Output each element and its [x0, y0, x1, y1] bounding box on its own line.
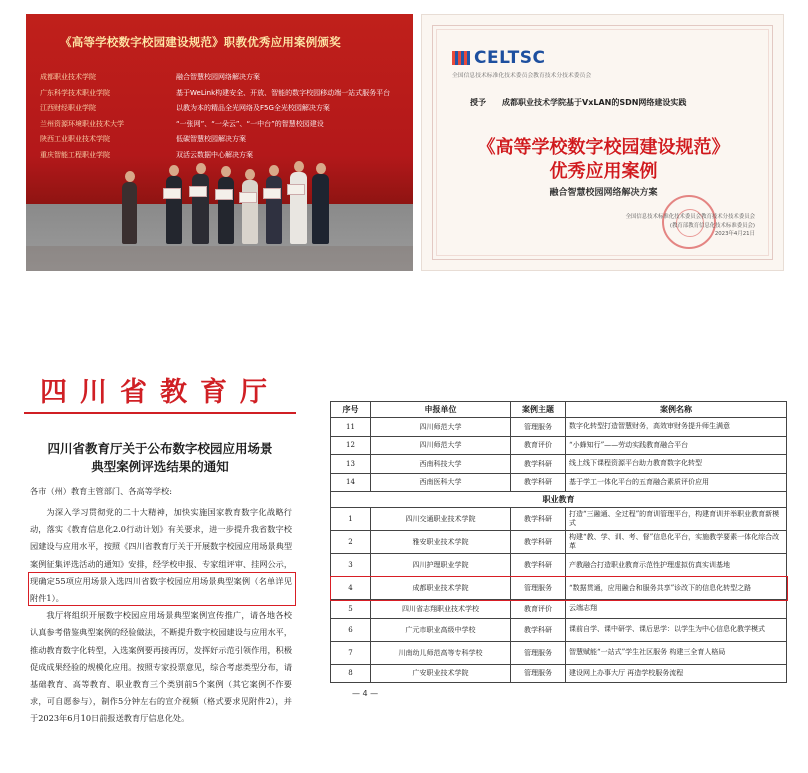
section-row — [331, 492, 787, 508]
row-no: 7 — [331, 641, 371, 664]
row-unit: 雅安职业技术学院 — [371, 531, 511, 554]
table-row — [331, 418, 787, 437]
col-header-no: 序号 — [331, 402, 371, 418]
section-label: 职业教育 — [331, 492, 787, 508]
award-ceremony-photo — [26, 14, 413, 271]
row-no: 4 — [331, 577, 371, 600]
row-topic: 教学科研 — [511, 531, 566, 554]
table-row — [331, 508, 787, 531]
row-no: 14 — [331, 473, 371, 492]
case-list-table — [330, 401, 786, 698]
row-topic: 教学科研 — [511, 508, 566, 531]
certificate-award-line — [470, 97, 686, 108]
row-name: 建设网上办事大厅 再造学校服务流程 — [566, 664, 787, 683]
winner-item: 广东科学技术职业学院 — [40, 88, 110, 97]
row-topic: 管理服务 — [511, 577, 566, 600]
col-header-topic: 案例主题 — [511, 402, 566, 418]
row-name: 构建“教、学、训、考、督”信息化平台，实施教学要素一体化综合改革 — [566, 531, 787, 554]
row-unit: 四川省志翔职业技术学校 — [371, 600, 511, 619]
row-topic: 教学科研 — [511, 473, 566, 492]
awardee-figure — [312, 174, 329, 244]
row-unit: 成都职业技术学院 — [371, 577, 511, 600]
award-certificate — [421, 14, 784, 271]
notice-paragraph: 为深入学习贯彻党的二十大精神，加快实施国家教育数字化战略行动，落实《教育信息化2.0行动计划》有关要求，进一步提升我省数字校园建设与应用水平，按照《四川省教育厅关于开展数字校园应用场景典型案例征集评选活动的通知》安排，经学校申报、专家组评审、挂网公示，现确定55项应用场景入选四川省数字校园应用场景典型案例（名单详见附件1）。 — [30, 507, 293, 604]
row-topic: 教学科研 — [511, 554, 566, 577]
col-header-name: 案例名称 — [566, 402, 787, 418]
row-name: 基于学工一体化平台的五育融合素质评价应用 — [566, 473, 787, 492]
table-row — [331, 531, 787, 554]
ceremony-banner-title: 《高等学校数字校园建设规范》职教优秀应用案例颁奖 — [60, 35, 341, 49]
row-name: 云端志翔 — [566, 600, 787, 619]
awardee-figure — [192, 174, 209, 244]
page-number: — 4 — — [352, 689, 379, 698]
row-topic: 管理服务 — [511, 418, 566, 437]
row-no: 8 — [331, 664, 371, 683]
award-prefix: 授予 — [470, 98, 486, 107]
row-unit: 四川师范大学 — [371, 418, 511, 437]
row-topic: 教育评价 — [511, 436, 566, 455]
row-name: “小蜂知行”——劳动实践教育融合平台 — [566, 436, 787, 455]
row-unit: 四川交通职业技术学院 — [371, 508, 511, 531]
project-item: 低碳智慧校园解决方案 — [176, 135, 246, 143]
notice-paragraph: 我厅将组织开展数字校园应用场景典型案例宣传推广，请各地各校认真参考借鉴典型案例的经验做法，不断提升数字校园建设与应用水平，推动教育数字化转型，入选案例要再接再厉，发挥好示范引领作用，积极促成成果经验的规模化应用。按照专家投票意见，综合考虑类型分布，请基础教育、高等教育、职业教育三个类别前5个案例（其它案例不作要求，可自愿参与），制作5分钟左右的宣介视频（格式要求见附件2），并于2023年6月10日前报送教育厅信息化处。 — [30, 610, 293, 724]
row-name: 打造“三融通、全过程”的育训管理平台，构建育训并举职业教育新模式 — [566, 508, 787, 531]
table-row — [331, 618, 787, 641]
awardee-figure — [218, 177, 234, 244]
notice-title-line2: 典型案例评选结果的通知 — [91, 459, 229, 474]
winner-item: 重庆智能工程职业学院 — [40, 150, 110, 159]
awardee-figure — [290, 172, 307, 244]
row-no: 5 — [331, 600, 371, 619]
winner-item: 江西财经职业学院 — [40, 104, 96, 112]
project-item: 双活云数据中心解决方案 — [176, 150, 253, 159]
table-row — [331, 436, 787, 455]
awardee-figure — [266, 176, 282, 244]
notice-title-line1: 四川省教育厅关于公布数字校园应用场景 — [47, 441, 273, 456]
certificate-title-line2: 优秀应用案例 — [549, 161, 658, 182]
row-no: 1 — [331, 508, 371, 531]
table-row — [331, 455, 787, 474]
award-unit: 成都职业技术学院基于VxLAN的SDN网络建设实践 — [502, 98, 687, 107]
highlighted-table-row — [331, 577, 787, 600]
project-item: “一张网”、“一朵云”、“一中台”的智慧校园建设 — [176, 119, 324, 128]
project-item: 以教为本的精品全光网络及F5G全光校园解决方案 — [176, 104, 330, 112]
winner-item: 兰州资源环境职业技术大学 — [40, 119, 124, 128]
row-no: 12 — [331, 436, 371, 455]
row-no: 13 — [331, 455, 371, 474]
table-row — [331, 600, 787, 619]
project-list — [176, 70, 406, 163]
certificate-case-name: 融合智慧校园网络解决方案 — [549, 188, 658, 198]
certificate-committee: 全国信息技术标准化技术委员会教育技术分技术委员会 — [452, 73, 592, 79]
awardee-figure — [166, 176, 182, 244]
row-name: 线上线下课程资源平台助力教育数字化转型 — [566, 455, 787, 474]
certificate-title-line1: 《高等学校数字校园建设规范》 — [477, 137, 730, 158]
table-row — [331, 641, 787, 664]
table-header-row — [331, 402, 787, 418]
row-topic: 管理服务 — [511, 641, 566, 664]
row-unit: 广元市职业高级中学校 — [371, 618, 511, 641]
notice-header: 四川省教育厅 — [40, 377, 280, 408]
table-row — [331, 664, 787, 683]
row-topic: 教学科研 — [511, 455, 566, 474]
notice-salutation: 各市（州）教育主管部门、各高等学校: — [30, 486, 172, 496]
issuer-line: 全国信息技术标准化技术委员会教育技术分技术委员会 — [625, 214, 755, 220]
row-name: 智慧赋能“一站式”学生社区服务 构建三全育人格局 — [566, 641, 787, 664]
certificate-logo-text: CELTSC — [474, 48, 546, 68]
row-unit: 四川护理职业学院 — [371, 554, 511, 577]
row-no: 2 — [331, 531, 371, 554]
project-item: 基于WeLink构建安全、开放、智能的数字校园移动端一站式服务平台 — [176, 88, 391, 97]
stage-floor-shadow — [26, 246, 413, 271]
awardee-figure — [122, 182, 137, 244]
row-name: 产教融合打造职业教育示范性护理虚拟仿真实训基地 — [566, 554, 787, 577]
row-unit: 广安职业技术学院 — [371, 664, 511, 683]
table-row — [331, 554, 787, 577]
row-no: 3 — [331, 554, 371, 577]
row-unit: 四川师范大学 — [371, 436, 511, 455]
winner-item: 成都职业技术学院 — [40, 73, 96, 81]
issuer-line: 2023年4月21日 — [714, 231, 755, 237]
row-unit: 西南医科大学 — [371, 473, 511, 492]
celtsc-logo-icon — [452, 51, 470, 65]
project-item: 融合智慧校园网络解决方案 — [176, 73, 260, 81]
row-unit: 川南幼儿师范高等专科学校 — [371, 641, 511, 664]
row-name: “数据贯通，应用融合和服务共享”诊改下的信息化转型之路 — [566, 577, 787, 600]
row-no: 11 — [331, 418, 371, 437]
winner-list — [40, 70, 160, 163]
row-topic: 管理服务 — [511, 664, 566, 683]
table-row — [331, 473, 787, 492]
row-name: 课前自学、课中研学、课后思学：以学生为中心信息化教学模式 — [566, 618, 787, 641]
row-unit: 西南科技大学 — [371, 455, 511, 474]
issuer-line: (教育部教育信息化技术标准委员会) — [669, 222, 755, 229]
notice-body — [30, 504, 292, 728]
certificate-issuer — [626, 213, 755, 239]
awardee-figure — [242, 180, 258, 244]
row-topic: 教育评价 — [511, 600, 566, 619]
case-table — [330, 401, 787, 683]
header-red-divider — [24, 412, 296, 414]
col-header-unit: 申报单位 — [371, 402, 511, 418]
education-department-notice — [24, 360, 296, 760]
winner-item: 陕西工业职业技术学院 — [40, 135, 110, 143]
row-topic: 教学科研 — [511, 618, 566, 641]
row-name: 数字化转型打造智慧财务，高效审财务提升师生满意 — [566, 418, 787, 437]
row-no: 6 — [331, 618, 371, 641]
